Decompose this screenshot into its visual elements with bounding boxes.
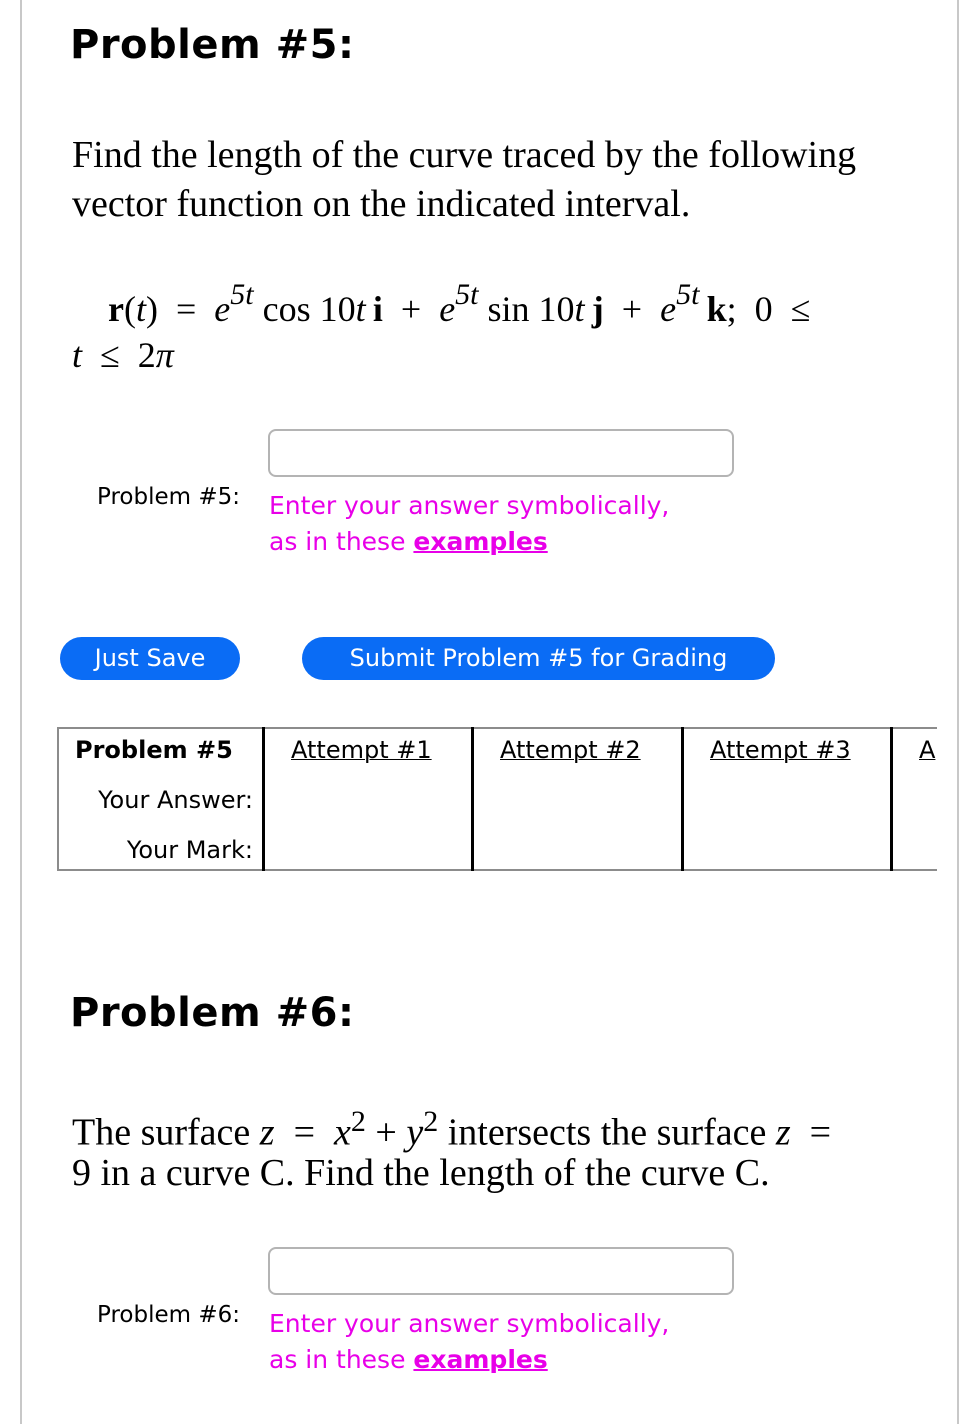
problem6-title: Problem #6: — [70, 990, 355, 1036]
table-divider — [471, 727, 474, 871]
problem5-vector-function: $r(t) = e^{5t}$ cos 10t $i + e^{5t}$ sin 10t $j + e^{5t}$ k; 0 ≤ — [108, 278, 811, 329]
problem6-statement-mid: intersects the surface — [438, 1111, 776, 1154]
table-bottom-border — [57, 869, 937, 871]
problem6-hint-prefix: as in these — [269, 1345, 414, 1374]
problem5-interval: t ≤ 2π — [72, 335, 174, 375]
your-mark-label: Your Mark: — [126, 836, 253, 864]
problem5-answer-label: Problem #5: — [97, 484, 240, 510]
problem5-answer-input[interactable] — [268, 429, 734, 477]
problem5-hint-prefix: as in these — [269, 527, 414, 556]
problem6-hint-line1: Enter your answer symbolically, — [269, 1309, 670, 1338]
attempt-3-link[interactable]: Attempt #3 — [710, 736, 851, 764]
attempts-table — [57, 727, 937, 871]
problem6-statement-line2: 9 in a curve C. Find the length of the curve C. — [72, 1152, 770, 1194]
table-divider — [890, 727, 893, 871]
problem6-answer-input[interactable] — [268, 1247, 734, 1295]
submit-problem5-button[interactable]: Submit Problem #5 for Grading — [302, 637, 775, 680]
your-answer-label: Your Answer: — [98, 786, 253, 814]
table-header-problem: Problem #5 — [75, 736, 233, 764]
problem5-hint-line2 — [269, 524, 548, 560]
attempt-2-link[interactable]: Attempt #2 — [500, 736, 641, 764]
problem5-statement-line1: Find the length of the curve traced by the following — [72, 134, 857, 176]
attempt-1-link[interactable]: Attempt #1 — [291, 736, 432, 764]
attempt-4-link[interactable]: A — [919, 736, 936, 764]
table-divider — [262, 727, 265, 871]
table-divider — [681, 727, 684, 871]
problem5-statement-line2: vector function on the indicated interval. — [72, 183, 691, 225]
problem6-statement-line1: The surface $z = x^2 + y^2$ intersects the surface z = — [72, 1105, 832, 1154]
problem6-examples-link[interactable]: examples — [413, 1345, 548, 1374]
problem6-statement-prefix: The surface — [72, 1111, 260, 1154]
problem5-hint-line1: Enter your answer symbolically, — [269, 491, 670, 520]
problem6-answer-label: Problem #6: — [97, 1302, 240, 1328]
just-save-button[interactable]: Just Save — [60, 637, 240, 680]
page-frame-left — [20, 0, 22, 1424]
table-left-border — [57, 727, 59, 871]
table-top-border — [57, 727, 937, 729]
problem6-hint-line2 — [269, 1342, 548, 1378]
page-frame-right — [957, 0, 959, 1424]
problem5-title: Problem #5: — [70, 22, 355, 68]
problem5-examples-link[interactable]: examples — [413, 527, 548, 556]
